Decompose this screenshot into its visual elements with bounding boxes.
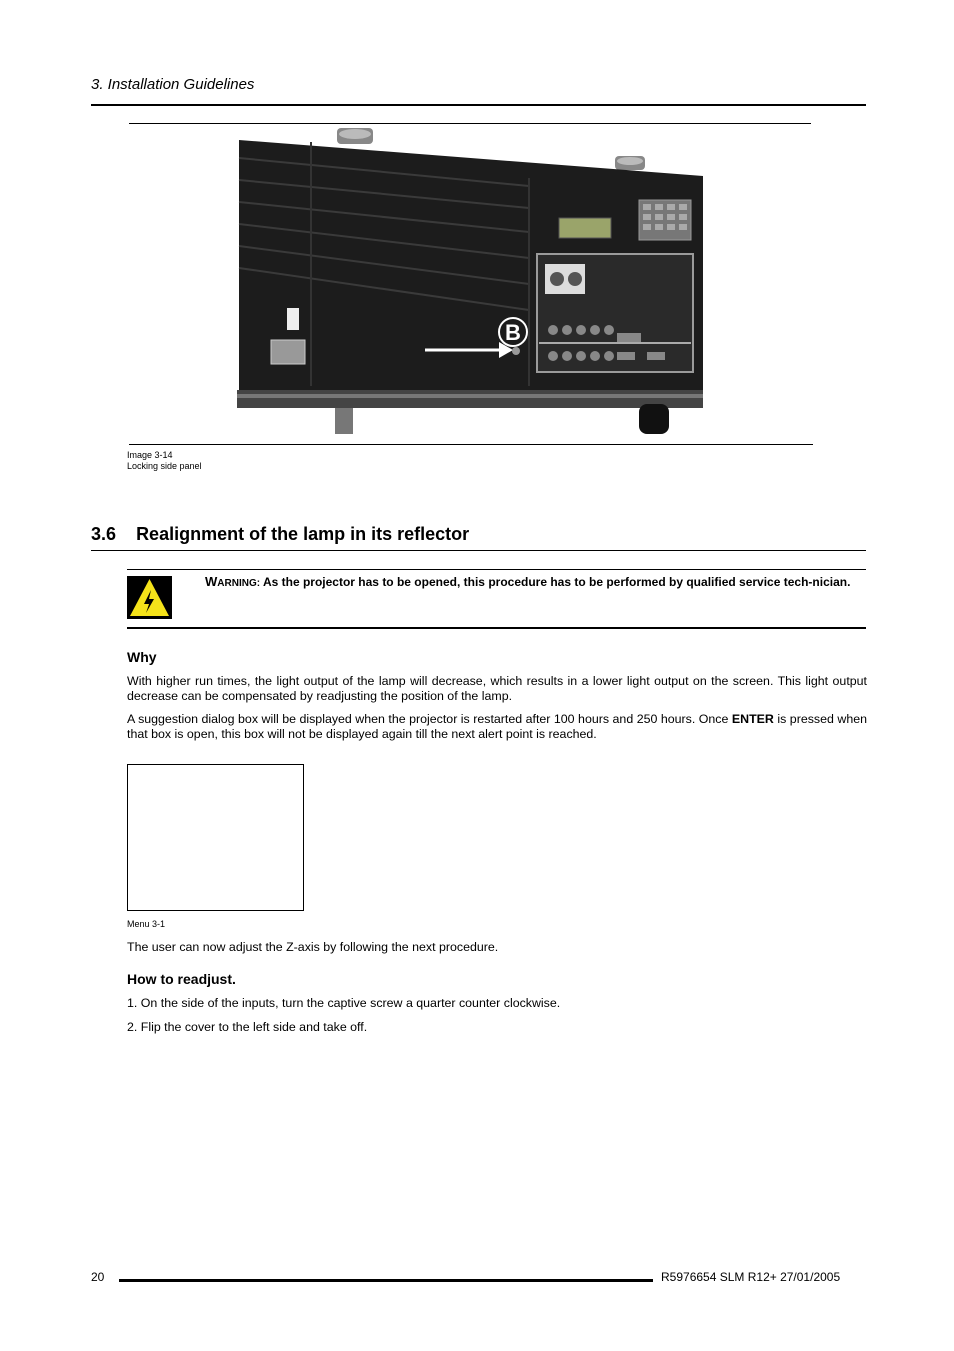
menu-caption: Menu 3-1 xyxy=(127,919,166,929)
why-paragraph-2 xyxy=(127,712,867,742)
figure-caption-number: Image 3-14 xyxy=(127,450,173,460)
warning-message: As the projector has to be opened, this procedure has to be performed by qualified service tech-nician. xyxy=(260,575,851,589)
section-heading xyxy=(91,524,469,545)
callout-b-label: B xyxy=(505,320,521,345)
why-paragraph-2-end: is pressed when that box is open, this box will not be displayed again till the next alert point is reached. xyxy=(127,712,867,741)
warning-text xyxy=(205,574,867,592)
running-header: 3. Installation Guidelines xyxy=(91,76,255,93)
warning-bottom-rule xyxy=(127,627,866,629)
readjust-heading: How to readjust. xyxy=(127,971,236,987)
warning-top-rule xyxy=(127,569,866,570)
lightning-warning-icon xyxy=(127,576,172,619)
menu-illustration-box xyxy=(127,764,304,911)
figure-top-rule xyxy=(129,123,811,124)
why-heading: Why xyxy=(127,649,157,665)
header-rule xyxy=(91,104,866,106)
warning-label-initial: W xyxy=(205,574,218,589)
readjust-step-2: 2. Flip the cover to the left side and take off. xyxy=(127,1020,368,1034)
document-reference: R5976654 SLM R12+ 27/01/2005 xyxy=(661,1270,841,1284)
warning-label-rest: ARNING: xyxy=(217,578,261,589)
page-number: 20 xyxy=(91,1270,105,1284)
section-number: 3.6 xyxy=(91,524,117,544)
projector-side-panel-image xyxy=(237,128,703,440)
why-paragraph-1: With higher run times, the light output of the lamp will decrease, which results in a lower light output on the screen. This light output decrease can be compensated by readjusting the position of the lamp. xyxy=(127,674,867,703)
figure-caption-title: Locking side panel xyxy=(127,461,202,471)
enter-key-label: ENTER xyxy=(731,712,774,726)
footer-rule xyxy=(119,1279,653,1282)
after-menu-text: The user can now adjust the Z-axis by following the next procedure. xyxy=(127,940,499,954)
why-paragraph-2-start: A suggestion dialog box will be displayed when the projector is restarted after 100 hours and 250 hours. Once xyxy=(127,712,732,726)
section-rule xyxy=(91,550,866,551)
section-title: Realignment of the lamp in its reflector xyxy=(136,524,470,544)
figure-bottom-rule xyxy=(129,444,813,445)
readjust-step-1: 1. On the side of the inputs, turn the captive screw a quarter counter clockwise. xyxy=(127,996,561,1010)
